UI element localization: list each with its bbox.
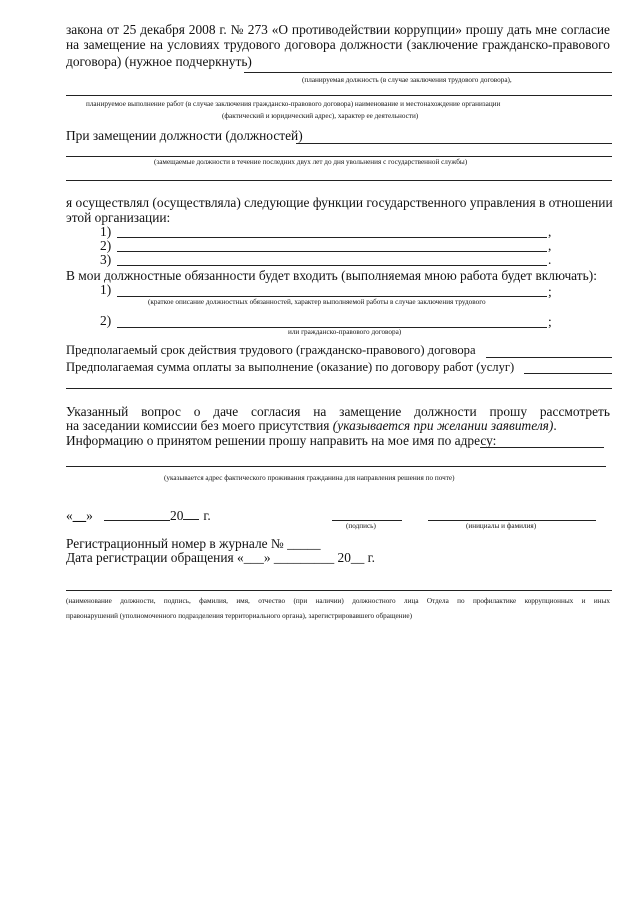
intro-line-2: на замещение на условиях трудового договора должности (заключение гражданско-правового [66, 37, 610, 52]
payment-sum-line-2[interactable] [66, 388, 612, 389]
planned-work-line[interactable] [66, 95, 612, 96]
positions-label: При замещении должности (должностей) [66, 128, 303, 143]
duties-item-1-punct: ; [548, 284, 552, 299]
registrar-line[interactable] [66, 590, 612, 591]
duties-label: В мои должностные обязанности будет входить (выполняемая мною работа будет включать): [66, 268, 597, 283]
commission-line-2-end: . [553, 418, 557, 433]
functions-item-1-punct: , [548, 224, 552, 239]
functions-item-3-number: 3) [100, 252, 112, 267]
signature-line[interactable] [332, 520, 402, 521]
functions-item-2-line[interactable] [117, 251, 547, 252]
date-day-field[interactable]: __ [72, 508, 87, 523]
planned-position-line[interactable] [244, 72, 612, 73]
registration-number-label: Регистрационный номер в журнале № [66, 536, 284, 551]
functions-item-3-line[interactable] [117, 265, 547, 266]
date-row [66, 508, 93, 523]
duties-item-1-number: 1) [100, 282, 112, 297]
caption-planned-work: планируемое выполнение работ (в случае заключения гражданско-правового договора) наименование и местонахождение организации [86, 100, 501, 108]
caption-signature: (подпись) [346, 522, 376, 530]
registration-date-close: » [263, 550, 271, 565]
functions-item-2-number: 2) [100, 238, 112, 253]
caption-duties-short: (краткое описание должностных обязанностей, характер выполняемой работы в случае заключения трудового [148, 298, 486, 306]
registration-date-end: г. [367, 550, 375, 565]
date-year-suffix: г. [203, 508, 211, 523]
date-year-prefix: 20 [170, 508, 184, 523]
payment-sum-line[interactable] [524, 373, 612, 374]
functions-item-3-punct: . [548, 252, 552, 267]
commission-line-2-plain: на заседании комиссии без моего присутствия [66, 418, 333, 433]
caption-footer-line-2: правонарушений (уполномоченного подразделения территориального органа), зарегистрировавшего обращение) [66, 612, 412, 620]
payment-sum-label: Предполагаемая сумма оплаты за выполнение (оказание) по договору работ (услуг) [66, 360, 515, 374]
caption-positions-held: (замещаемые должности в течение последних двух лет до дня увольнения с государственной службы) [154, 158, 468, 166]
duties-item-2-number: 2) [100, 313, 112, 328]
intro-line-1: закона от 25 декабря 2008 г. № 273 «О противодействии коррупции» прошу дать мне согласие [66, 22, 610, 37]
date-year-field[interactable] [183, 508, 199, 520]
date-close-quote: » [86, 508, 93, 523]
functions-item-2-punct: , [548, 238, 552, 253]
caption-address-activity: (фактический и юридический адрес), характер ее деятельности) [222, 112, 419, 120]
positions-line-2[interactable] [66, 156, 612, 157]
functions-item-1-line[interactable] [117, 237, 547, 238]
caption-planned-position: (планируемая должность (в случае заключения трудового договора), [302, 76, 512, 84]
registration-number-field[interactable]: _____ [287, 536, 321, 551]
contract-term-line[interactable] [486, 357, 612, 358]
registration-date-year-field[interactable]: __ [350, 550, 365, 565]
duties-item-1-line[interactable] [117, 296, 547, 297]
commission-line-1: Указанный вопрос о даче согласия на замещение должности прошу рассмотреть [66, 404, 610, 419]
registration-date-day[interactable]: ___ [243, 550, 264, 565]
intro-line-3: договора) (нужное подчеркнуть) [66, 54, 252, 69]
functions-item-1-number: 1) [100, 224, 112, 239]
registration-number-row [66, 536, 321, 551]
commission-line-2 [66, 418, 557, 433]
initials-line[interactable] [428, 520, 596, 521]
commission-line-3: Информацию о принятом решении прошу направить на мое имя по адресу: [66, 433, 497, 448]
date-open-quote: « [66, 508, 73, 523]
registration-date-row [66, 550, 375, 565]
date-year-label [170, 508, 211, 523]
positions-line-3[interactable] [66, 180, 612, 181]
address-line-2[interactable] [66, 466, 606, 467]
caption-initials: (инициалы и фамилия) [466, 522, 537, 530]
date-month-line[interactable] [104, 520, 170, 521]
registration-date-label: Дата регистрации обращения « [66, 550, 244, 565]
functions-line-1: я осуществлял (осуществляла) следующие функции государственного управления в отношении [66, 195, 613, 210]
caption-footer-line-1: (наименование должности, подпись, фамилия, имя, отчество (при наличии) должностного лица Отдела по профилактике коррупционных и иных [66, 597, 610, 605]
registration-date-year: 20 [337, 550, 351, 565]
registration-date-month[interactable]: _________ [273, 550, 335, 565]
caption-residence-address: (указывается адрес фактического проживания гражданина для направления решения по почте) [164, 474, 455, 482]
commission-line-2-italic: (указывается при желании заявителя) [332, 418, 554, 433]
contract-term-label: Предполагаемый срок действия трудового (гражданско-правового) договора [66, 343, 476, 357]
functions-line-2: этой организации: [66, 210, 171, 225]
duties-item-2-punct: ; [548, 314, 552, 329]
address-line-1[interactable] [480, 447, 604, 448]
positions-line-1[interactable] [296, 143, 612, 144]
caption-duties-short-2: или гражданско-правового договора) [288, 328, 402, 336]
